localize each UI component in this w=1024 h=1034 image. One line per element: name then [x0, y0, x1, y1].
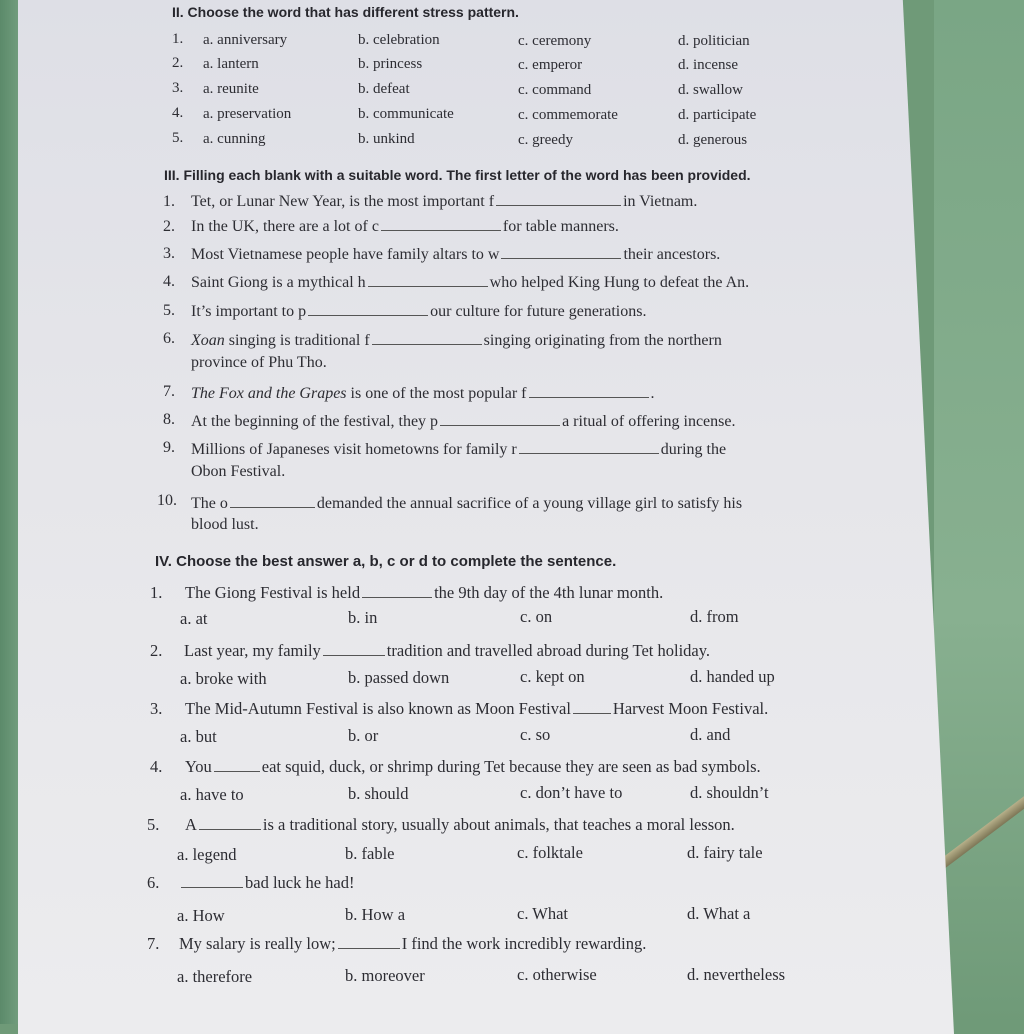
- question-number: 7.: [147, 934, 160, 953]
- option-c[interactable]: c. on: [520, 607, 553, 627]
- question-number: 3.: [172, 80, 184, 96]
- table-surface-right: [934, 0, 1024, 1024]
- answer-blank[interactable]: [381, 229, 501, 231]
- sentence-before-blank: Saint Giong is a mythical h: [191, 273, 366, 291]
- sentence-after-blank: our culture for future generations.: [430, 303, 647, 321]
- fill-blank-sentence: [191, 441, 726, 459]
- question-sentence: [179, 873, 355, 893]
- option-b[interactable]: b. moreover: [345, 966, 425, 986]
- sentence-after-blank: singing originating from the northern: [483, 331, 722, 349]
- section-4-heading: IV. Choose the best answer a, b, c or d to complete the sentence.: [155, 553, 617, 570]
- sentence-after-blank: bad luck he had!: [245, 873, 355, 892]
- sentence-before-blank: Most Vietnamese people have family altars to w: [191, 245, 500, 263]
- sentence-before-blank: My salary is really low;: [179, 934, 336, 953]
- question-number: 5.: [172, 130, 184, 146]
- option-a: a. lantern: [203, 55, 259, 72]
- section-2-heading: II. Choose the word that has different stress pattern.: [172, 4, 519, 20]
- option-d[interactable]: d. nevertheless: [687, 964, 786, 984]
- item-number: 10.: [157, 492, 177, 509]
- sentence-after-blank: I find the work incredibly rewarding.: [401, 934, 647, 953]
- sentence-after-blank: eat squid, duck, or shrimp during Tet because they are seen as bad symbols.: [261, 757, 761, 776]
- sentence-after-blank: for table manners.: [502, 218, 619, 236]
- sentence-before-blank: A: [185, 815, 197, 834]
- fill-blank-sentence: [191, 274, 749, 292]
- sentence-after-blank: in Vietnam.: [623, 193, 698, 210]
- item-number: 2.: [163, 218, 175, 235]
- option-b[interactable]: b. or: [348, 726, 379, 746]
- question-sentence: [185, 815, 735, 835]
- option-d[interactable]: d. What a: [687, 903, 751, 923]
- sentence-before-blank: The Giong Festival is held: [185, 583, 361, 602]
- sentence-before-blank: The o: [191, 494, 228, 512]
- sentence-before-blank: At the beginning of the festival, they p: [191, 413, 439, 431]
- option-a[interactable]: a. at: [180, 609, 208, 628]
- option-d: d. incense: [678, 57, 738, 74]
- answer-blank[interactable]: [338, 947, 400, 949]
- sentence-before-blank: It’s important to p: [191, 303, 307, 321]
- sentence-before-blank: Millions of Japaneses visit hometowns for family r: [191, 441, 517, 459]
- sentence-after-blank: .: [650, 384, 655, 402]
- option-a[interactable]: a. but: [180, 727, 217, 746]
- option-a: a. preservation: [203, 105, 292, 122]
- sentence-after-blank: during the: [660, 441, 727, 459]
- fill-blank-sentence: [191, 385, 655, 403]
- option-b[interactable]: b. in: [348, 608, 378, 628]
- option-a: a. cunning: [203, 130, 266, 147]
- sentence-after-blank: their ancestors.: [623, 245, 721, 263]
- sentence-before-blank: Last year, my family: [184, 641, 321, 660]
- item-number: 6.: [163, 330, 175, 347]
- sentence-after-blank: tradition and travelled abroad during Tet holiday.: [386, 641, 711, 660]
- option-b[interactable]: b. How a: [345, 905, 406, 925]
- fill-blank-sentence: [191, 413, 735, 431]
- question-sentence: [185, 699, 768, 719]
- option-a[interactable]: a. have to: [180, 785, 244, 804]
- sentence-after-blank: demanded the annual sacrifice of a young village girl to satisfy his: [316, 494, 743, 512]
- option-c[interactable]: c. otherwise: [517, 965, 597, 985]
- question-sentence: [185, 757, 761, 777]
- option-c: c. command: [518, 81, 592, 98]
- option-b: b. communicate: [358, 106, 454, 123]
- option-c[interactable]: c. folktale: [517, 843, 583, 863]
- fill-blank-sentence: [191, 193, 697, 211]
- item-number: 5.: [163, 302, 175, 319]
- option-d[interactable]: d. fairy tale: [687, 842, 763, 862]
- answer-blank[interactable]: [529, 396, 649, 398]
- option-d: d. participate: [678, 107, 757, 124]
- sentence-italic-part: Xoan: [191, 331, 225, 349]
- option-b: b. celebration: [358, 32, 440, 49]
- option-a: a. reunite: [203, 80, 259, 97]
- answer-blank[interactable]: [230, 506, 315, 508]
- sentence-continuation: Obon Festival.: [191, 463, 286, 480]
- question-sentence: [184, 641, 710, 661]
- sentence-after-blank: who helped King Hung to defeat the An.: [489, 273, 750, 291]
- option-b[interactable]: b. fable: [345, 844, 395, 864]
- question-number: 5.: [147, 815, 160, 834]
- sentence-before-blank: is one of the most popular f: [346, 384, 527, 402]
- option-c[interactable]: c. don’t have to: [520, 783, 623, 803]
- option-c: c. greedy: [518, 131, 573, 148]
- answer-blank[interactable]: [519, 452, 659, 454]
- answer-blank[interactable]: [496, 204, 621, 206]
- sentence-before-blank: singing is traditional f: [224, 331, 370, 349]
- option-b: b. unkind: [358, 131, 415, 148]
- option-a[interactable]: a. legend: [177, 845, 237, 864]
- fill-blank-sentence: [191, 332, 722, 350]
- question-number: 1.: [150, 583, 163, 602]
- option-d: d. politician: [678, 33, 750, 50]
- answer-blank[interactable]: [362, 596, 432, 598]
- answer-blank[interactable]: [573, 712, 611, 714]
- sentence-continuation: blood lust.: [191, 516, 259, 533]
- sentence-continuation: province of Phu Tho.: [191, 354, 327, 371]
- option-d: d. generous: [678, 132, 748, 149]
- fill-blank-sentence: [191, 246, 720, 264]
- answer-blank[interactable]: [214, 770, 260, 772]
- item-number: 3.: [163, 245, 175, 262]
- sentence-after-blank: the 9th day of the 4th lunar month.: [434, 583, 664, 602]
- item-number: 1.: [163, 193, 175, 210]
- option-c[interactable]: c. What: [517, 904, 569, 924]
- sentence-after-blank: Harvest Moon Festival.: [612, 699, 769, 718]
- option-b: b. defeat: [358, 81, 410, 98]
- fill-blank-sentence: [191, 495, 742, 513]
- fill-blank-sentence: [191, 218, 619, 236]
- sentence-after-blank: a ritual of offering incense.: [562, 413, 736, 431]
- question-number: 2.: [150, 641, 163, 660]
- question-number: 2.: [172, 55, 184, 71]
- question-number: 3.: [150, 699, 163, 718]
- option-a[interactable]: a. broke with: [180, 669, 267, 688]
- option-c: c. emperor: [518, 56, 583, 73]
- answer-blank[interactable]: [181, 886, 243, 888]
- sentence-after-blank: is a traditional story, usually about animals, that teaches a moral lesson.: [262, 815, 735, 834]
- option-a[interactable]: a. therefore: [177, 967, 253, 986]
- answer-blank[interactable]: [308, 314, 428, 316]
- option-b[interactable]: b. should: [348, 784, 409, 804]
- question-sentence: [179, 934, 646, 954]
- option-d[interactable]: d. from: [690, 606, 739, 626]
- sentence-before-blank: In the UK, there are a lot of c: [191, 218, 379, 236]
- sentence-before-blank: You: [185, 757, 212, 776]
- option-d: d. swallow: [678, 82, 743, 99]
- option-b: b. princess: [358, 56, 423, 73]
- item-number: 7.: [163, 383, 175, 400]
- answer-blank[interactable]: [323, 654, 385, 656]
- question-number: 4.: [150, 757, 163, 776]
- option-d[interactable]: d. and: [690, 724, 731, 744]
- answer-blank[interactable]: [501, 257, 621, 259]
- question-number: 6.: [147, 873, 160, 892]
- option-a[interactable]: a. How: [177, 906, 225, 925]
- option-c[interactable]: c. so: [520, 725, 551, 745]
- option-b[interactable]: b. passed down: [348, 668, 450, 688]
- option-d[interactable]: d. handed up: [690, 666, 775, 686]
- question-sentence: [185, 583, 663, 603]
- fill-blank-sentence: [191, 303, 646, 321]
- option-c: c. commemorate: [518, 106, 618, 123]
- answer-blank[interactable]: [372, 343, 482, 345]
- item-number: 8.: [163, 411, 175, 428]
- option-c[interactable]: c. kept on: [520, 667, 585, 687]
- item-number: 9.: [163, 439, 175, 456]
- option-c: c. ceremony: [518, 32, 592, 49]
- sentence-italic-part: The Fox and the Grapes: [191, 384, 347, 402]
- option-d[interactable]: d. shouldn’t: [690, 782, 769, 802]
- sentence-before-blank: Tet, or Lunar New Year, is the most important f: [191, 193, 495, 210]
- sentence-before-blank: The Mid-Autumn Festival is also known as Moon Festival: [185, 699, 571, 718]
- question-number: 4.: [172, 105, 184, 121]
- answer-blank[interactable]: [199, 828, 261, 830]
- answer-blank[interactable]: [368, 285, 488, 287]
- item-number: 4.: [163, 273, 175, 290]
- answer-blank[interactable]: [440, 424, 560, 426]
- question-number: 1.: [172, 31, 184, 47]
- section-3-heading: III. Filling each blank with a suitable word. The first letter of the word has been provided.: [164, 167, 751, 183]
- option-a: a. anniversary: [203, 31, 288, 48]
